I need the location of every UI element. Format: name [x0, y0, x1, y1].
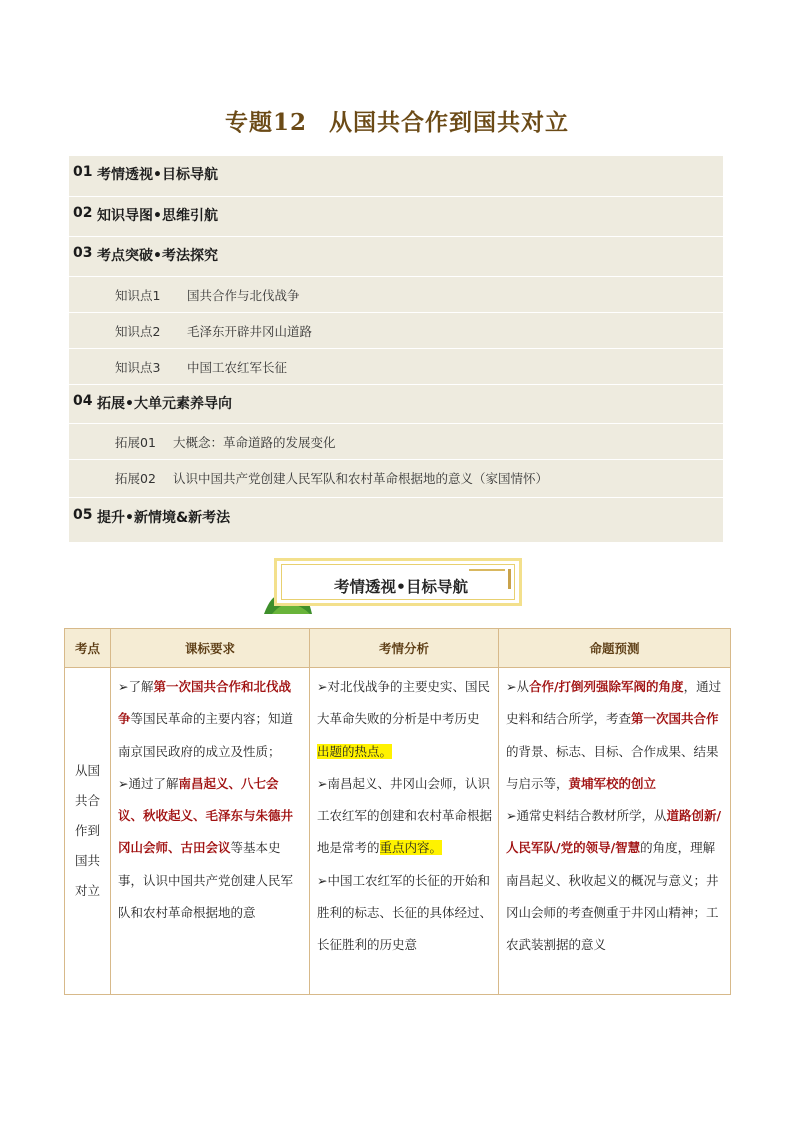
toc-section-05[interactable] [69, 498, 723, 542]
toc-section-num: 04 [73, 393, 93, 409]
toc-item-text: 中国工农红军长征 [187, 360, 288, 375]
banner-label: 考情透视•目标导航 [334, 578, 468, 596]
toc-item-text: 认识中国共产党创建人民军队和农村革命根据地的意义（家国情怀） [173, 471, 549, 486]
toc-section-num: 01 [73, 164, 93, 180]
section-banner [262, 556, 526, 618]
toc-section-label: 拓展•大单元素养导向 [97, 396, 232, 412]
toc-item-label: 知识点1 [115, 288, 161, 303]
toc-item-text: 国共合作与北伐战争 [187, 288, 300, 303]
toc-item-label: 知识点3 [115, 360, 161, 375]
toc-section-04[interactable] [69, 385, 723, 424]
toc-knowledge-point-1[interactable] [69, 277, 723, 313]
cell-topic: 从国共合作到国共对立 [65, 668, 111, 995]
table-of-contents [69, 156, 723, 542]
toc-section-02[interactable] [69, 197, 723, 237]
toc-item-text: 大概念：革命道路的发展变化 [173, 435, 336, 450]
toc-extension-01[interactable] [69, 424, 723, 460]
banner-frame [274, 558, 522, 606]
cell-analysis: ➢对北伐战争的主要史实、国民大革命失败的分析是中考历史出题的热点。 ➢南昌起义、井冈山会师，认识工农红军的创建和农村革命根据地是常考的重点内容。 ➢中国工农红军的长征的开始和胜利的标志、长征的具体经过、长征胜利的历史意 [310, 668, 499, 995]
toc-section-num: 03 [73, 245, 93, 261]
exam-analysis-table [64, 628, 731, 995]
header-analysis: 考情分析 [310, 629, 499, 668]
toc-section-num: 02 [73, 205, 93, 221]
toc-section-label: 知识导图•思维引航 [97, 208, 218, 224]
cell-curriculum: ➢了解第一次国共合作和北伐战争等国民革命的主要内容；知道南京国民政府的成立及性质； ➢通过了解南昌起义、八七会议、秋收起义、毛泽东与朱德井冈山会师、古田会议等基本史事，认识中国共产党创建人民军队和农村革命根据地的意 [111, 668, 310, 995]
cell-prediction: ➢从合作/打倒列强除军阀的角度，通过史料和结合所学，考查第一次国共合作的背景、标志、目标、合作成果、结果与启示等，黄埔军校的创立 ➢通常史料结合教材所学，从道路创新/人民军队/党的领导/智慧的角度，理解南昌起义、秋收起义的概况与意义；井冈山会师的考查侧重于井冈山精神；工农武装割据的意义 [499, 668, 731, 995]
toc-section-label: 考情透视•目标导航 [97, 167, 218, 183]
toc-item-label: 知识点2 [115, 324, 161, 339]
table-header-row [65, 629, 731, 668]
toc-section-03[interactable] [69, 237, 723, 277]
header-topic: 考点 [65, 629, 111, 668]
banner-decor-line [469, 569, 505, 571]
title-prefix: 专题12 [224, 109, 307, 136]
table-row [65, 668, 731, 995]
toc-knowledge-point-2[interactable] [69, 313, 723, 349]
toc-item-text: 毛泽东开辟井冈山道路 [187, 324, 313, 339]
page-title [0, 104, 794, 137]
toc-knowledge-point-3[interactable] [69, 349, 723, 385]
toc-section-label: 提升•新情境&新考法 [97, 510, 231, 526]
header-curriculum: 课标要求 [111, 629, 310, 668]
toc-section-label: 考点突破•考法探究 [97, 248, 218, 264]
toc-item-label: 拓展01 [115, 435, 156, 450]
toc-section-01[interactable] [69, 156, 723, 197]
title-main: 从国共合作到国共对立 [329, 109, 569, 136]
header-prediction: 命题预测 [499, 629, 731, 668]
toc-item-label: 拓展02 [115, 471, 156, 486]
toc-section-num: 05 [73, 507, 93, 523]
toc-extension-02[interactable] [69, 460, 723, 498]
